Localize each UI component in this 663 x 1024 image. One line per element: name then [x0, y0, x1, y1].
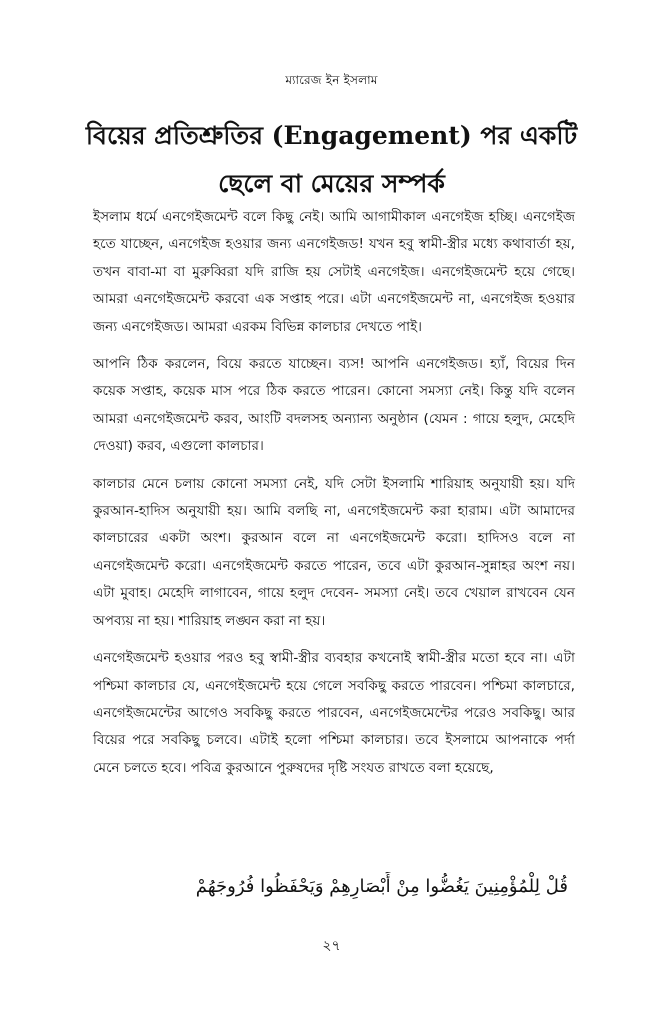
page-number: ২৭: [322, 938, 341, 954]
paragraph-2: আপনি ঠিক করলেন, বিয়ে করতে যাচ্ছেন। ব্যস! আপনি এনগেইজড। হ্যাঁ, বিয়ের দিন কয়েক সপ্তাহ, কয়েক মাস পরে ঠিক করতে পারেন। কোনো সমস্যা নেই। কিন্তু যদি বলেন আমরা এনগেইজমেন্ট করব, আংটি বদলসহ অন্যান্য অনুষ্ঠান (যেমন : গায়ে হলুদ, মেহেদি দেওয়া) করব, এগুলো কালচার।: [93, 356, 575, 455]
chapter-title-line-2: ছেলে বা মেয়ের সম্পর্ক: [218, 169, 445, 198]
chapter-title-line-1: বিয়ের প্রতিশ্রুতির (Engagement) পর একটি: [85, 121, 578, 150]
paragraph-1: ইসলাম ধর্মে এনগেইজমেন্ট বলে কিছু নেই। আমি আগামীকাল এনগেইজ হচ্ছি। এনগেইজ হতে যাচ্ছেন, এনগেইজ হওয়ার জন্য এনগেইজড! যখন হবু স্বামী-স্ত্রীর মধ্যে কথাবার্তা হয়, তখন বাবা-মা বা মুরুব্বিরা যদি রাজি হয় সেটাই এনগেইজ। এনগেইজমেন্ট হয়ে গেছে। আমরা এনগেইজমেন্ট করবো এক সপ্তাহ পরে। এটা এনগেইজমেন্ট না, এনগেইজ হওয়ার জন্য এনগেইজড। আমরা এরকম বিভিন্ন কালচার দেখতে পাই।: [93, 209, 575, 335]
running-header: ম্যারেজ ইন ইসলাম: [285, 73, 378, 87]
chapter-title: [60, 112, 603, 208]
body-text: [93, 204, 575, 792]
paragraph-4: এনগেইজমেন্ট হওয়ার পরও হবু স্বামী-স্ত্রীর ব্যবহার কখনোই স্বামী-স্ত্রীর মতো হবে না। এটা পশ্চিমা কালচার যে, এনগেইজমেন্ট হয়ে গেলে সবকিছু করতে পারবেন। পশ্চিমা কালচারে, এনগেইজমেন্টের আগেও সবকিছু করতে পারবেন, এনগেইজমেন্টের পরেও সবকিছু। আর বিয়ের পরে সবকিছু চলবে। এটাই হলো পশ্চিমা কালচার। তবে ইসলামে আপনাকে পর্দা মেনে চলতে হবে। পবিত্র কুরআনে পুরুষদের দৃষ্টি সংযত রাখতে বলা হয়েছে,: [93, 650, 575, 776]
paragraph-3: কালচার মেনে চলায় কোনো সমস্যা নেই, যদি সেটা ইসলামি শারিয়াহ অনুযায়ী হয়। যদি কুরআন-হাদিস অনুযায়ী হয়। আমি বলছি না, এনগেইজমেন্ট করা হারাম। এটা আমাদের কালচারের একটা অংশ। কুরআন বলে না এনগেইজমেন্ট করো। হাদিসও বলে না এনগেইজমেন্ট করো। এনগেইজমেন্ট করতে পারেন, তবে এটা কুরআন-সুন্নাহর অংশ নয়। এটা মুবাহ। মেহেদি লাগাবেন, গায়ে হলুদ দেবেন- সমস্যা নেই। তবে খেয়াল রাখবেন যেন অপব্যয় না হয়। শারিয়াহ লঙ্ঘন করা না হয়।: [93, 475, 575, 629]
quran-verse-arabic: قُلْ لِلْمُؤْمِنِينَ يَغُضُّوا مِنْ أَبْصَارِهِمْ وَيَحْفَظُوا فُرُوجَهُمْ: [195, 876, 568, 897]
